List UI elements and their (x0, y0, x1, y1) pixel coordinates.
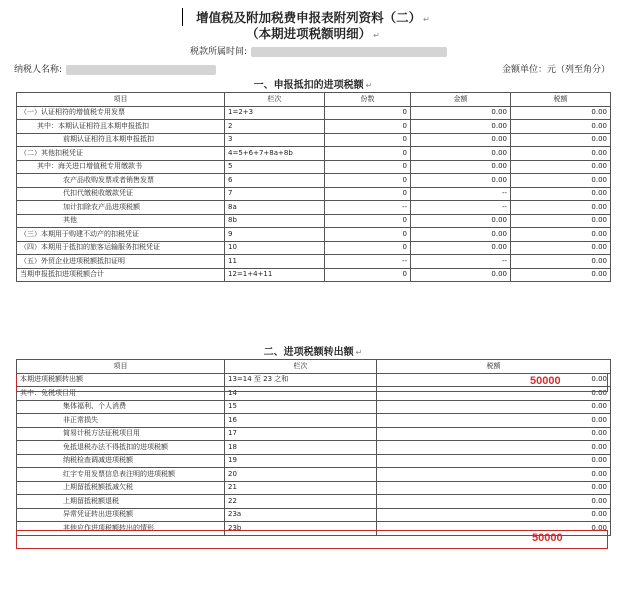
table-row: （二）其他扣税凭证 4=5+6+7+8a+8b 0 0.00 0.00 (17, 147, 611, 161)
redacted-taxpayer (66, 65, 216, 75)
table-row: 红字专用发票信息表注明的进项税额 20 0.00 (17, 468, 611, 482)
amount-unit: 金额单位：元（列至角分） (501, 65, 610, 75)
table-row: 纳税检查调减进项税额 19 0.00 (17, 454, 611, 468)
table-row: 集体福利、个人消费 15 0.00 (17, 400, 611, 414)
table-row: （一）认证相符的增值税专用发票 1=2+3 0 0.00 0.00 (17, 106, 611, 120)
section1-title: 一、申报抵扣的进项税额 ↵ (253, 80, 373, 91)
document-page (10, 2, 616, 594)
col-tax: 税额 (377, 360, 611, 374)
tax-period: 税款所属时间: (190, 44, 447, 57)
table-row: 本期进项税额转出额 13=14 至 23 之和 0.00 (17, 373, 611, 387)
table-row: 农产品收购发票或者销售发票 6 0 0.00 0.00 (17, 174, 611, 188)
redacted-period (251, 47, 447, 57)
col-line: 栏次 (225, 360, 377, 374)
table-row: 前期认证相符且本期申报抵扣 3 0 0.00 0.00 (17, 133, 611, 147)
highlight-box-transfer-total (16, 373, 608, 392)
table-row: 代扣代缴税收缴款凭证 7 0 -- 0.00 (17, 187, 611, 201)
table-row: 免抵退税办法不得抵扣的进项税额 18 0.00 (17, 441, 611, 455)
form-title: 增值税及附加税费申报表附列资料（二） ↵ (196, 10, 430, 25)
highlight-box-refund (16, 530, 608, 549)
table-row: （五）外贸企业进项税额抵扣证明 11 -- -- 0.00 (17, 255, 611, 269)
table-row: 上期留抵税额退税 22 0.00 (17, 495, 611, 509)
table-row: （四）本期用于抵扣的旅客运输服务扣税凭证 10 0 0.00 0.00 (17, 241, 611, 255)
col-item: 项目 (17, 93, 225, 107)
col-tax: 税额 (511, 93, 611, 107)
col-amount: 金额 (411, 93, 511, 107)
table-row: （三）本期用于购建不动产的扣税凭证 9 0 0.00 0.00 (17, 228, 611, 242)
col-item: 项目 (17, 360, 225, 374)
table-row: 其中：海关进口增值税专用缴款书 5 0 0.00 0.00 (17, 160, 611, 174)
table-row: 异常凭证转出进项税额 23a 0.00 (17, 508, 611, 522)
table-row: 当期申报抵扣进项税额合计 12=1+4+11 0 0.00 0.00 (17, 268, 611, 282)
section1-table (16, 92, 611, 282)
table-row: 非正常损失 16 0.00 (17, 414, 611, 428)
table-row: 其中：免税项目用 14 0.00 (17, 387, 611, 401)
taxpayer-name: 纳税人名称: (14, 62, 216, 75)
annotation-transfer-total: 50000 (530, 375, 561, 387)
table-row: 上期留抵税额抵减欠税 21 0.00 (17, 481, 611, 495)
section2-title: 二、进项税额转出额 ↵ (263, 347, 363, 358)
col-line: 栏次 (225, 93, 325, 107)
form-subtitle: （本期进项税额明细） ↵ (246, 26, 380, 41)
col-count: 份数 (325, 93, 411, 107)
table-row: 其他 8b 0 0.00 0.00 (17, 214, 611, 228)
table-row: 其中：本期认证相符且本期申报抵扣 2 0 0.00 0.00 (17, 120, 611, 134)
annotation-refund: 50000 (532, 532, 563, 544)
section2-header-row (17, 360, 611, 374)
section1-header-row (17, 93, 611, 107)
table-row: 简易计税方法征税项目用 17 0.00 (17, 427, 611, 441)
table-row: 其他应作进项税额转出的情形 23b 0.00 (17, 522, 611, 536)
table-row: 加计扣除农产品进项税额 8a -- -- 0.00 (17, 201, 611, 215)
